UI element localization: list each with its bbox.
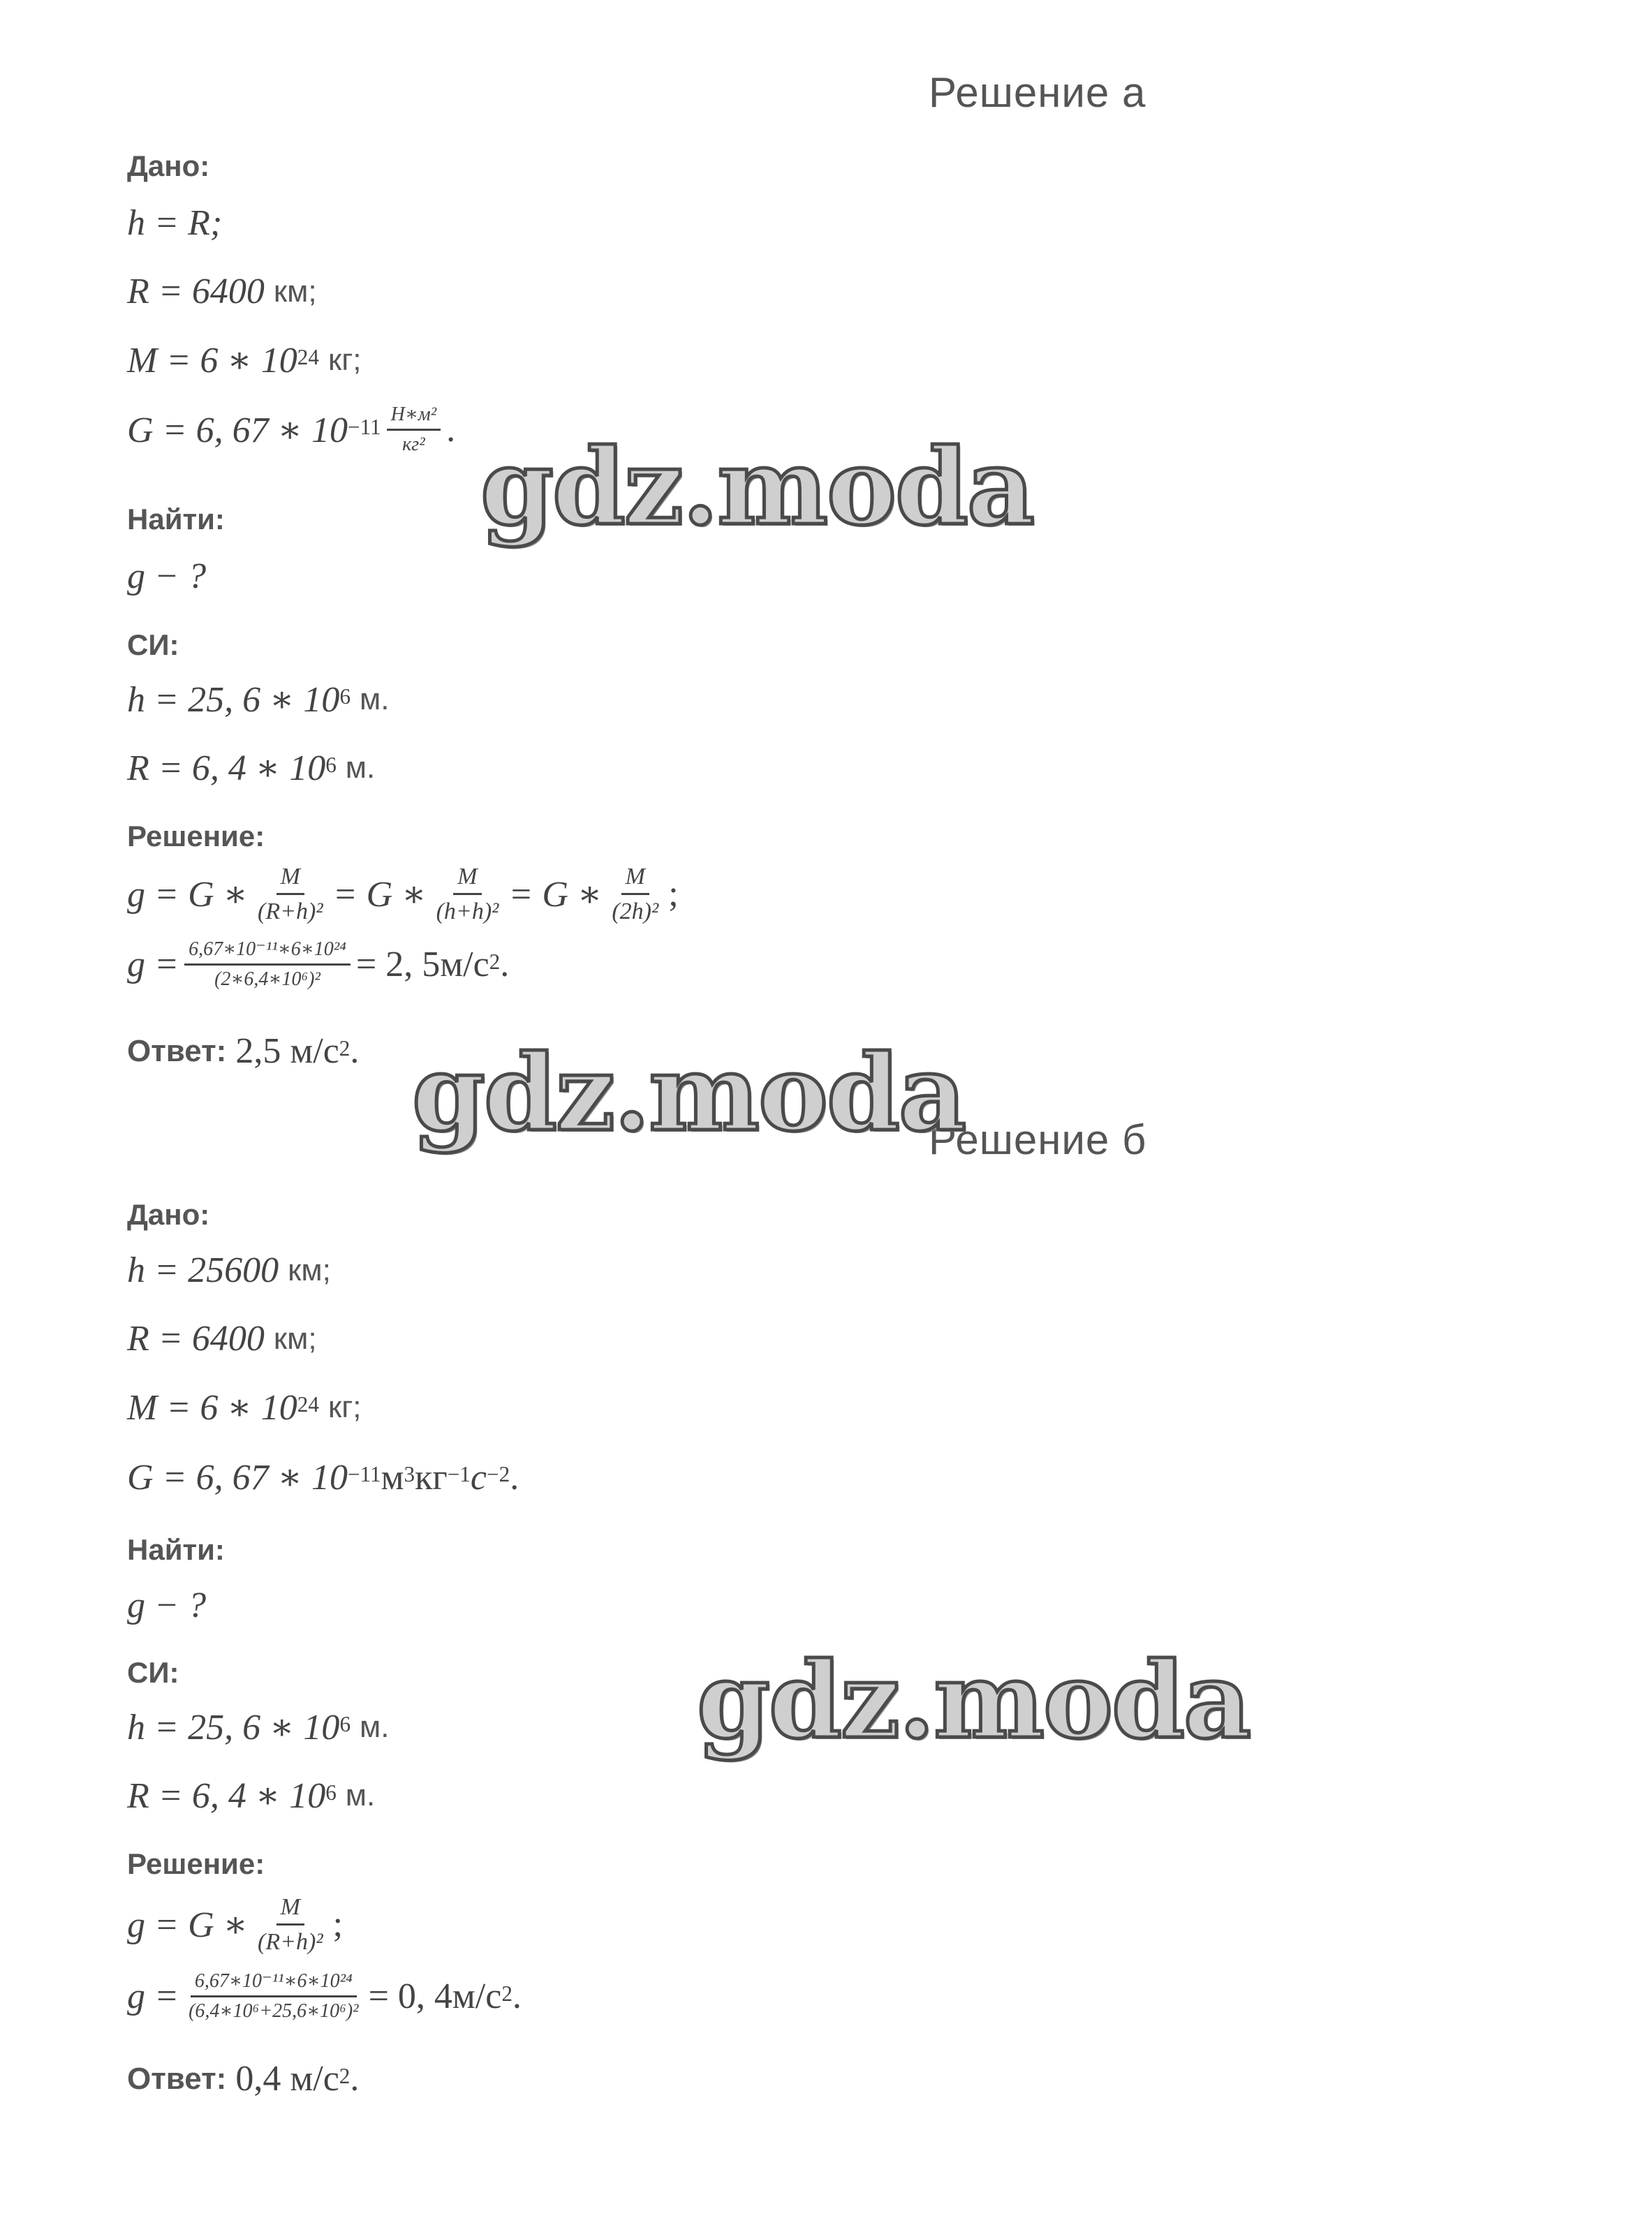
watermark-2: gdz.moda: [412, 1032, 966, 1155]
si-h-a: h = 25, 6 ∗ 10 $^6$ м.: [127, 680, 390, 720]
heading-part-b: Решение б: [929, 1116, 1147, 1163]
find-label-a: Найти:: [127, 503, 225, 535]
find-g-a: g − ?: [127, 556, 207, 596]
formula-2-a: g = $\frac{\text{6,67∗10⁻¹¹∗6∗10²⁴}}{\text{(2∗6,4∗10⁶)²}}$ = 2, 5м/с $^2$ .: [127, 938, 510, 991]
solution-label-b: Решение:: [127, 1847, 265, 1880]
si-h-b: h = 25, 6 ∗ 10 $^6$ м.: [127, 1708, 390, 1747]
si-label-a: СИ:: [127, 628, 179, 661]
formula-1-b: g = G ∗ $\frac{M}{\text{(R+h)²}}$ ;: [127, 1894, 344, 1956]
answer-b: Ответ: 0,4 м/с $^2$ .: [127, 2059, 360, 2099]
formula-1-a: g = G ∗ $\frac{M}{\text{(R+h)²}}$ = G ∗ $\frac{M}{\text{(h+h)²}}$ = G ∗ $\frac{M}{\text{(2h)²}}$ ;: [127, 864, 679, 925]
given-h-a: h = R;: [127, 203, 223, 243]
given-label-b: Дано:: [127, 1198, 210, 1231]
si-R-a: R = 6, 4 ∗ 10 $^6$ м.: [127, 748, 376, 788]
given-M-b: M = 6 ∗ 10 $^{24}$ кг;: [127, 1388, 362, 1428]
given-M-a: M = 6 ∗ 10 $^{24}$ кг;: [127, 341, 362, 380]
find-g-b: g − ?: [127, 1586, 207, 1625]
watermark-1: gdz.moda: [480, 426, 1034, 549]
find-label-b: Найти:: [127, 1533, 225, 1566]
given-R-b: R = 6400 км;: [127, 1319, 317, 1359]
si-R-b: R = 6, 4 ∗ 10 $^6$ м.: [127, 1776, 376, 1816]
given-R-a: R = 6400 км;: [127, 272, 317, 311]
given-label-a: Дано:: [127, 149, 210, 182]
heading-part-a: Решение а: [929, 69, 1146, 116]
formula-2-b: g = $\frac{\text{6,67∗10⁻¹¹∗6∗10²⁴}}{\text{(6,4∗10⁶+25,6∗10⁶)²}}$ = 0, 4м/с $^2$ .: [127, 1970, 522, 2023]
watermark-3: gdz.moda: [697, 1639, 1251, 1762]
given-G-a: G = 6, 67 ∗ 10 $^{-11}$ $\frac{\text{Н∗м²}}{\text{кг²}}$ .: [127, 404, 456, 456]
given-h-b: h = 25600 км;: [127, 1250, 331, 1290]
given-G-b: G = 6, 67 ∗ 10 $^{-11}$ м $^3$ кг $^{-1}$ c $^{-2}$ .: [127, 1457, 519, 1498]
solution-label-a: Решение:: [127, 820, 265, 852]
si-label-b: СИ:: [127, 1656, 179, 1689]
answer-a: Ответ: 2,5 м/с $^2$ .: [127, 1031, 360, 1071]
